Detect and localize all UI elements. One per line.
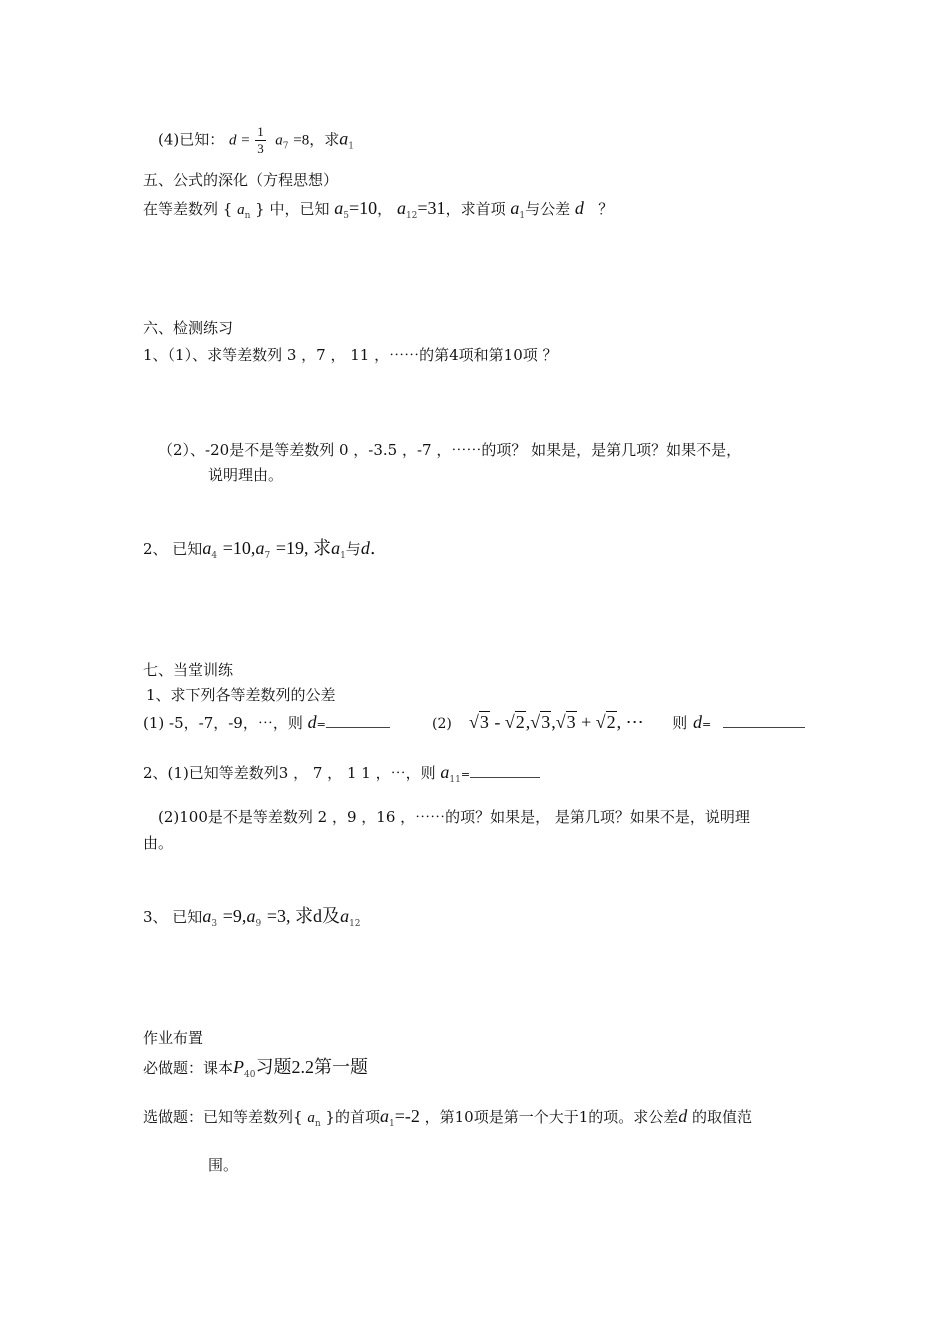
section-7-q3: [143, 906, 361, 934]
an-symbol: a: [237, 202, 245, 218]
answer-blank[interactable]: [470, 763, 540, 778]
section-7-title: 七、当堂训练: [143, 661, 234, 679]
answer-blank[interactable]: [326, 713, 390, 728]
d-symbol: d: [574, 198, 584, 218]
d-symbol: d: [307, 712, 317, 732]
d-symbol: d =: [229, 132, 251, 149]
sqrt-2: √2: [595, 712, 616, 732]
a7-symbol: a: [255, 538, 265, 558]
section-6-q2: [143, 538, 376, 566]
text: 的取值范: [692, 1108, 753, 1126]
comma: ,: [551, 712, 556, 732]
a1-symbol: a: [331, 538, 341, 558]
text: } 中，已知: [255, 200, 330, 218]
d-symbol: d: [678, 1106, 688, 1126]
section-7-q1-parts: [143, 712, 390, 735]
a11-subscript: 11: [449, 775, 461, 785]
a1-symbol: a: [339, 128, 349, 149]
comma-ellipsis: , ⋯: [616, 712, 644, 732]
a1-subscript: 1: [519, 211, 526, 221]
text: 2、(1)已知等差数列3 ， 7 ， 1 1 ，⋯，则: [143, 764, 436, 782]
p-symbol: P: [233, 1057, 245, 1077]
fraction: [255, 124, 266, 157]
a4-value: =10,: [222, 538, 256, 558]
radicand: 2: [606, 712, 616, 732]
a12-subscript: 12: [349, 919, 361, 929]
a7-subscript: 7: [282, 141, 289, 152]
text: 在等差数列 {: [143, 200, 233, 218]
text: ，第10项是第一个大于1的项。求公差: [424, 1108, 679, 1126]
a1-symbol: a: [379, 1106, 389, 1126]
radicand: 3: [566, 712, 576, 732]
text: 选做题：已知等差数列{: [143, 1108, 303, 1126]
equals: =: [316, 718, 326, 731]
section-7-q2-2-line1: (2)100是不是等差数列 2 ，9 ，16 ，⋯⋯的项？如果是， 是第几项？如果不是，说明理: [158, 808, 750, 826]
a5-symbol: a: [334, 198, 344, 218]
a1-subscript: 1: [348, 141, 354, 152]
fraction-numerator: 1: [257, 124, 264, 139]
a7-value: =8，求: [293, 132, 340, 149]
an-symbol: a: [307, 1110, 315, 1126]
sqrt-3: √3: [555, 712, 576, 732]
d-symbol: d: [692, 712, 702, 732]
an-subscript: n: [244, 211, 251, 221]
a11-symbol: a: [440, 762, 450, 782]
a7-value: =19, 求: [275, 538, 332, 558]
section-5-title: 五、公式的深化（方程思想）: [143, 171, 339, 189]
text: 必做题：课本: [143, 1059, 234, 1077]
a12-symbol: a: [396, 198, 406, 218]
text: 2、 已知: [143, 540, 203, 558]
a7-subscript: 7: [264, 551, 271, 561]
comma: ,: [525, 712, 531, 732]
section-7-q1-part2: [432, 712, 805, 735]
a1-symbol: a: [510, 198, 520, 218]
text: ？: [598, 200, 614, 218]
a5-subscript: 5: [343, 211, 349, 221]
section-7-q1-title: 1、求下列各等差数列的公差: [146, 686, 336, 704]
section-7-q2-2-line2: 由。: [143, 834, 174, 852]
separator: ，: [377, 200, 393, 218]
radicand: 3: [541, 712, 551, 732]
a3-symbol: a: [202, 906, 212, 926]
item-4-prefix: (4)已知：: [158, 130, 225, 149]
section-6-q1-1: 1、（1）、求等差数列 3 ，7 ， 11 ，⋯⋯的第4项和第10项 ？: [143, 346, 558, 364]
section-6-q1-2-line1: （2）、-20是不是等差数列 0 ，-3.5 ，-7 ，⋯⋯的项？ 如果是，是第几项？如果不是，: [158, 441, 742, 459]
fraction-denominator: 3: [257, 141, 264, 156]
a5-value: =10: [349, 198, 378, 218]
a12-value: =31: [417, 198, 446, 218]
a3-subscript: 3: [211, 919, 218, 929]
a1-subscript: 1: [388, 1119, 395, 1129]
answer-blank[interactable]: [723, 713, 805, 728]
q1-part2-label: (2): [432, 716, 452, 732]
text: 则: [672, 714, 688, 732]
q1-part1-text: (1) -5，-7，-9，⋯，则: [143, 714, 303, 732]
d-symbol: d: [360, 538, 370, 558]
text: ，求首项: [445, 200, 506, 218]
equals: =: [460, 768, 471, 781]
a1-subscript: 1: [340, 551, 346, 561]
plus: +: [576, 712, 596, 732]
p-subscript: 40: [244, 1070, 256, 1080]
equals: =: [701, 718, 712, 731]
section-7-q2-1: [143, 762, 540, 790]
a4-subscript: 4: [211, 551, 218, 561]
an-subscript: n: [314, 1119, 321, 1129]
homework-required: [143, 1057, 368, 1085]
homework-optional-line1: [143, 1106, 752, 1134]
text: 3、 已知: [143, 908, 203, 926]
a9-symbol: a: [246, 906, 256, 926]
homework-title: 作业布置: [143, 1029, 204, 1047]
section-6-q1-2-line2: 说明理由。: [208, 466, 284, 484]
minus: -: [489, 712, 505, 732]
a1-value: =-2: [394, 1106, 420, 1126]
homework-optional-line2: 围。: [208, 1156, 239, 1174]
text: 与公差: [525, 200, 571, 218]
a12-subscript: 12: [405, 211, 418, 221]
text: 习题2.2第一题: [255, 1057, 368, 1077]
text: }的首项: [325, 1108, 380, 1126]
a9-subscript: 9: [255, 919, 262, 929]
sqrt-3: √3: [530, 712, 551, 732]
text: 与: [345, 540, 361, 558]
section-6-title: 六、检测练习: [143, 319, 234, 337]
section-5-problem: [143, 198, 613, 226]
item-4: [158, 124, 354, 157]
radicand: 2: [515, 712, 525, 732]
radicand: 3: [479, 712, 489, 732]
text: .: [369, 538, 376, 559]
a7-symbol: a: [275, 132, 283, 149]
a3-value: =9,: [222, 906, 247, 926]
sqrt-2: √2: [504, 712, 525, 732]
a4-symbol: a: [202, 538, 212, 558]
a12-symbol: a: [340, 906, 350, 926]
a9-value: =3, 求d及: [266, 906, 341, 926]
sqrt-3: √3: [469, 712, 489, 732]
